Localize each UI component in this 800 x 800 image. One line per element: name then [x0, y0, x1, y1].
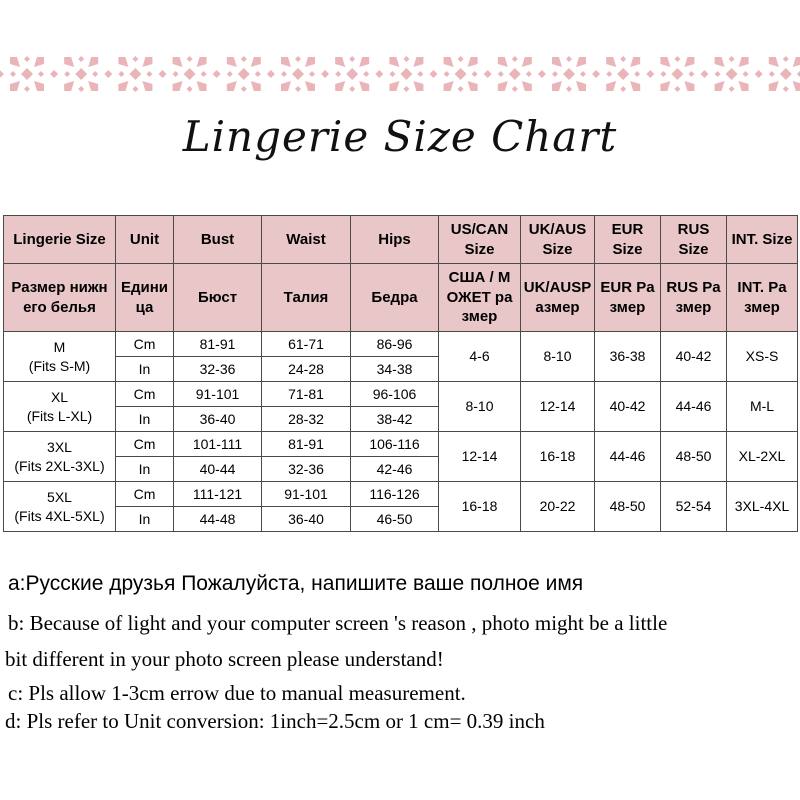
table-row: [4, 382, 798, 407]
size-name: 5XL: [47, 489, 72, 506]
size-name: 3XL: [47, 439, 72, 456]
header-ru-eur: EUR Pa змер: [595, 264, 661, 332]
waist-cell: 71-81: [262, 382, 351, 407]
header-en-size: Lingerie Size: [4, 216, 116, 264]
size-fits: (Fits 2XL-3XL): [14, 457, 105, 474]
header-ru-rus: RUS Pa змер: [661, 264, 727, 332]
rus-cell: 40-42: [661, 332, 727, 382]
header-en-eur: EUR Size: [595, 216, 661, 264]
uk-aus-cell: 16-18: [521, 432, 595, 482]
hips-cell: 42-46: [351, 457, 439, 482]
band-dot: [213, 70, 221, 78]
snowflake-motif: [64, 56, 98, 92]
rus-cell: 52-54: [661, 482, 727, 532]
intl-cell: XL-2XL: [727, 432, 798, 482]
table-row: [4, 482, 798, 507]
snowflake-motif: [769, 56, 800, 92]
unit-cell: Cm: [116, 432, 174, 457]
bust-cell: 32-36: [174, 357, 262, 382]
unit-cell: Cm: [116, 482, 174, 507]
waist-cell: 91-101: [262, 482, 351, 507]
header-ru-uk-aus: UK/AUSP азмер: [521, 264, 595, 332]
hips-cell: 34-38: [351, 357, 439, 382]
table-row: [4, 432, 798, 457]
hips-cell: 46-50: [351, 507, 439, 532]
unit-cell: Cm: [116, 332, 174, 357]
bust-cell: 44-48: [174, 507, 262, 532]
header-ru-hips: Бедра: [351, 264, 439, 332]
note-d: d: Pls refer to Unit conversion: 1inch=2.5cm or 1 cm= 0.39 inch: [5, 709, 545, 733]
band-dot: [267, 70, 275, 78]
eur-cell: 48-50: [595, 482, 661, 532]
hips-cell: 116-126: [351, 482, 439, 507]
waist-cell: 32-36: [262, 457, 351, 482]
header-ru-waist: Талия: [262, 264, 351, 332]
note-c: c: Pls allow 1-3cm errow due to manual measurement.: [8, 681, 466, 705]
bust-cell: 40-44: [174, 457, 262, 482]
us-can-cell: 16-18: [439, 482, 521, 532]
intl-cell: XS-S: [727, 332, 798, 382]
snowflake-motif: [552, 56, 586, 92]
hips-cell: 86-96: [351, 332, 439, 357]
us-can-cell: 8-10: [439, 382, 521, 432]
intl-cell: 3XL-4XL: [727, 482, 798, 532]
table-row: [4, 332, 798, 357]
unit-cell: Cm: [116, 382, 174, 407]
size-chart-table: [3, 215, 798, 532]
band-dot: [592, 70, 600, 78]
size-name-cell: [4, 382, 116, 432]
size-fits: (Fits S-M): [28, 357, 91, 374]
waist-cell: 81-91: [262, 432, 351, 457]
snowflake-motif: [335, 56, 369, 92]
uk-aus-cell: 12-14: [521, 382, 595, 432]
bust-cell: 111-121: [174, 482, 262, 507]
size-fits: (Fits 4XL-5XL): [14, 507, 105, 524]
waist-cell: 28-32: [262, 407, 351, 432]
band-dot: [646, 70, 654, 78]
bust-cell: 91-101: [174, 382, 262, 407]
size-fits: (Fits L-XL): [26, 407, 93, 424]
size-name-cell: [4, 332, 116, 382]
size-name: M: [53, 339, 66, 356]
header-en-waist: Waist: [262, 216, 351, 264]
note-a: a:Русские друзья Пожалуйста, напишите ваше полное имя: [8, 572, 584, 595]
header-en-hips: Hips: [351, 216, 439, 264]
band-dot: [375, 70, 383, 78]
rus-cell: 48-50: [661, 432, 727, 482]
snowflake-motif: [660, 56, 694, 92]
hips-cell: 106-116: [351, 432, 439, 457]
snowflake-motif: [498, 56, 532, 92]
waist-cell: 61-71: [262, 332, 351, 357]
waist-cell: 36-40: [262, 507, 351, 532]
header-ru-size: Размер нижн его белья: [4, 264, 116, 332]
header-ru-unit: Едини ца: [116, 264, 174, 332]
intl-cell: M-L: [727, 382, 798, 432]
band-dot: [538, 70, 546, 78]
header-en-us-can: US/CAN Size: [439, 216, 521, 264]
size-name: XL: [50, 389, 69, 406]
bust-cell: 81-91: [174, 332, 262, 357]
snowflake-motif: [10, 56, 44, 92]
snowflake-motif: [173, 56, 207, 92]
band-dot: [0, 70, 4, 78]
header-en-bust: Bust: [174, 216, 262, 264]
us-can-cell: 12-14: [439, 432, 521, 482]
note-b-line2: bit different in your photo screen please understand!: [5, 647, 444, 671]
eur-cell: 40-42: [595, 382, 661, 432]
snowflake-motif: [606, 56, 640, 92]
hips-cell: 96-106: [351, 382, 439, 407]
header-en-row: [4, 216, 798, 264]
band-dot: [159, 70, 167, 78]
band-dot: [484, 70, 492, 78]
note-b-line1: b: Because of light and your computer screen 's reason , photo might be a little: [8, 611, 668, 635]
unit-cell: In: [116, 507, 174, 532]
band-dot: [701, 70, 709, 78]
hips-cell: 38-42: [351, 407, 439, 432]
snowflake-motif: [227, 56, 261, 92]
unit-cell: In: [116, 457, 174, 482]
band-dot: [755, 70, 763, 78]
band-dot: [430, 70, 438, 78]
header-ru-intl: INT. Pa змер: [727, 264, 798, 332]
snowflake-motif: [281, 56, 315, 92]
header-ru-us-can: США / М ОЖЕТ ра змер: [439, 264, 521, 332]
header-ru-row: [4, 264, 798, 332]
snowflake-motif: [118, 56, 152, 92]
waist-cell: 24-28: [262, 357, 351, 382]
band-dot: [104, 70, 112, 78]
bust-cell: 101-111: [174, 432, 262, 457]
rus-cell: 44-46: [661, 382, 727, 432]
header-en-uk-aus: UK/AUS Size: [521, 216, 595, 264]
eur-cell: 44-46: [595, 432, 661, 482]
size-name-cell: [4, 482, 116, 532]
uk-aus-cell: 20-22: [521, 482, 595, 532]
size-name-cell: [4, 432, 116, 482]
bust-cell: 36-40: [174, 407, 262, 432]
unit-cell: In: [116, 407, 174, 432]
header-en-rus: RUS Size: [661, 216, 727, 264]
page-title: Lingerie Size Chart: [182, 112, 618, 161]
header-ru-bust: Бюст: [174, 264, 262, 332]
eur-cell: 36-38: [595, 332, 661, 382]
snowflake-motif: [389, 56, 423, 92]
header-en-unit: Unit: [116, 216, 174, 264]
uk-aus-cell: 8-10: [521, 332, 595, 382]
band-dot: [50, 70, 58, 78]
snowflake-motif: [444, 56, 478, 92]
decorative-snowflake-band: [0, 52, 800, 96]
unit-cell: In: [116, 357, 174, 382]
header-en-intl: INT. Size: [727, 216, 798, 264]
band-dot: [321, 70, 329, 78]
snowflake-motif: [715, 56, 749, 92]
us-can-cell: 4-6: [439, 332, 521, 382]
